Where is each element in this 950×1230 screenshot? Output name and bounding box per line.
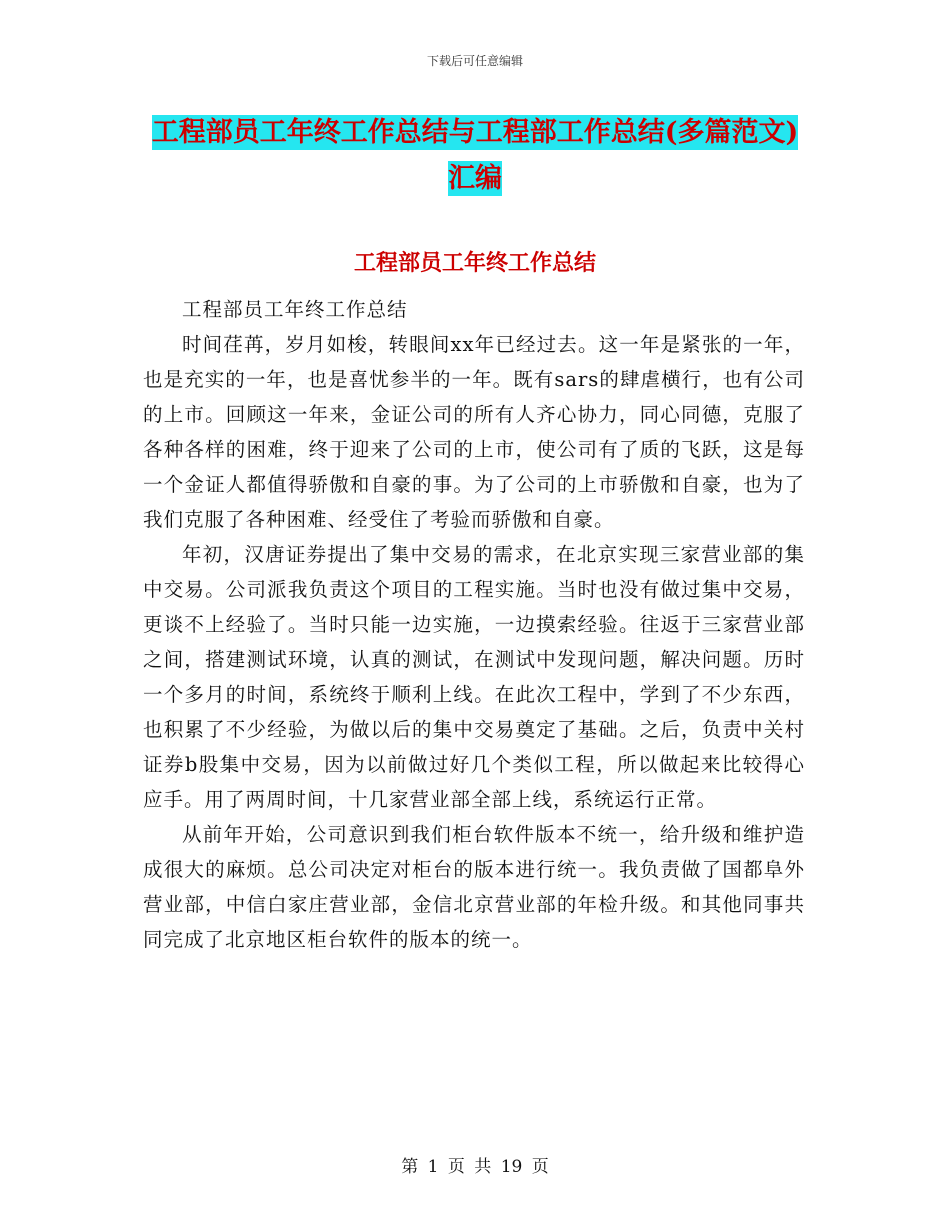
document-title: [150, 110, 800, 202]
section-title: 工程部员工年终工作总结: [353, 250, 596, 276]
body-paragraph: 时间荏苒，岁月如梭，转眼间xx年已经过去。这一年是紧张的一年，也是充实的一年，也是喜忧参半的一年。既有sars的肆虐横行，也有公司的上市。回顾这一年来，金证公司的所有人齐心协力，同心同德，克服了各种各样的困难，终于迎来了公司的上市，使公司有了质的飞跃，这是每一个金证人都值得骄傲和自豪的事。为了公司的上市骄傲和自豪，也为了我们克服了各种困难、经受住了考验而骄傲和自豪。: [143, 333, 805, 531]
page-footer: 第 1 页 共 19 页: [401, 1157, 549, 1177]
header-note: 下载后可任意编辑: [426, 54, 523, 68]
subtitle-paragraph: 工程部员工年终工作总结: [182, 298, 408, 321]
document-body: [143, 292, 805, 957]
document-title-text: 工程部员工年终工作总结与工程部工作总结(多篇范文)汇编: [151, 117, 799, 194]
body-paragraph: 从前年开始，公司意识到我们柜台软件版本不统一，给升级和维护造成很大的麻烦。总公司决定对柜台的版本进行统一。我负责做了国都阜外营业部，中信白家庄营业部，金信北京营业部的年检升级。和其他同事共同完成了北京地区柜台软件的版本的统一。: [143, 823, 805, 951]
body-paragraph: 年初，汉唐证券提出了集中交易的需求，在北京实现三家营业部的集中交易。公司派我负责这个项目的工程实施。当时也没有做过集中交易，更谈不上经验了。当时只能一边实施，一边摸索经验。往返于三家营业部之间，搭建测试环境，认真的测试，在测试中发现问题，解决问题。历时一个多月的时间，系统终于顺利上线。在此次工程中，学到了不少东西，也积累了不少经验，为做以后的集中交易奠定了基础。之后，负责中关村证券b股集中交易，因为以前做过好几个类似工程，所以做起来比较得心应手。用了两周时间，十几家营业部全部上线，系统运行正常。: [143, 543, 805, 811]
